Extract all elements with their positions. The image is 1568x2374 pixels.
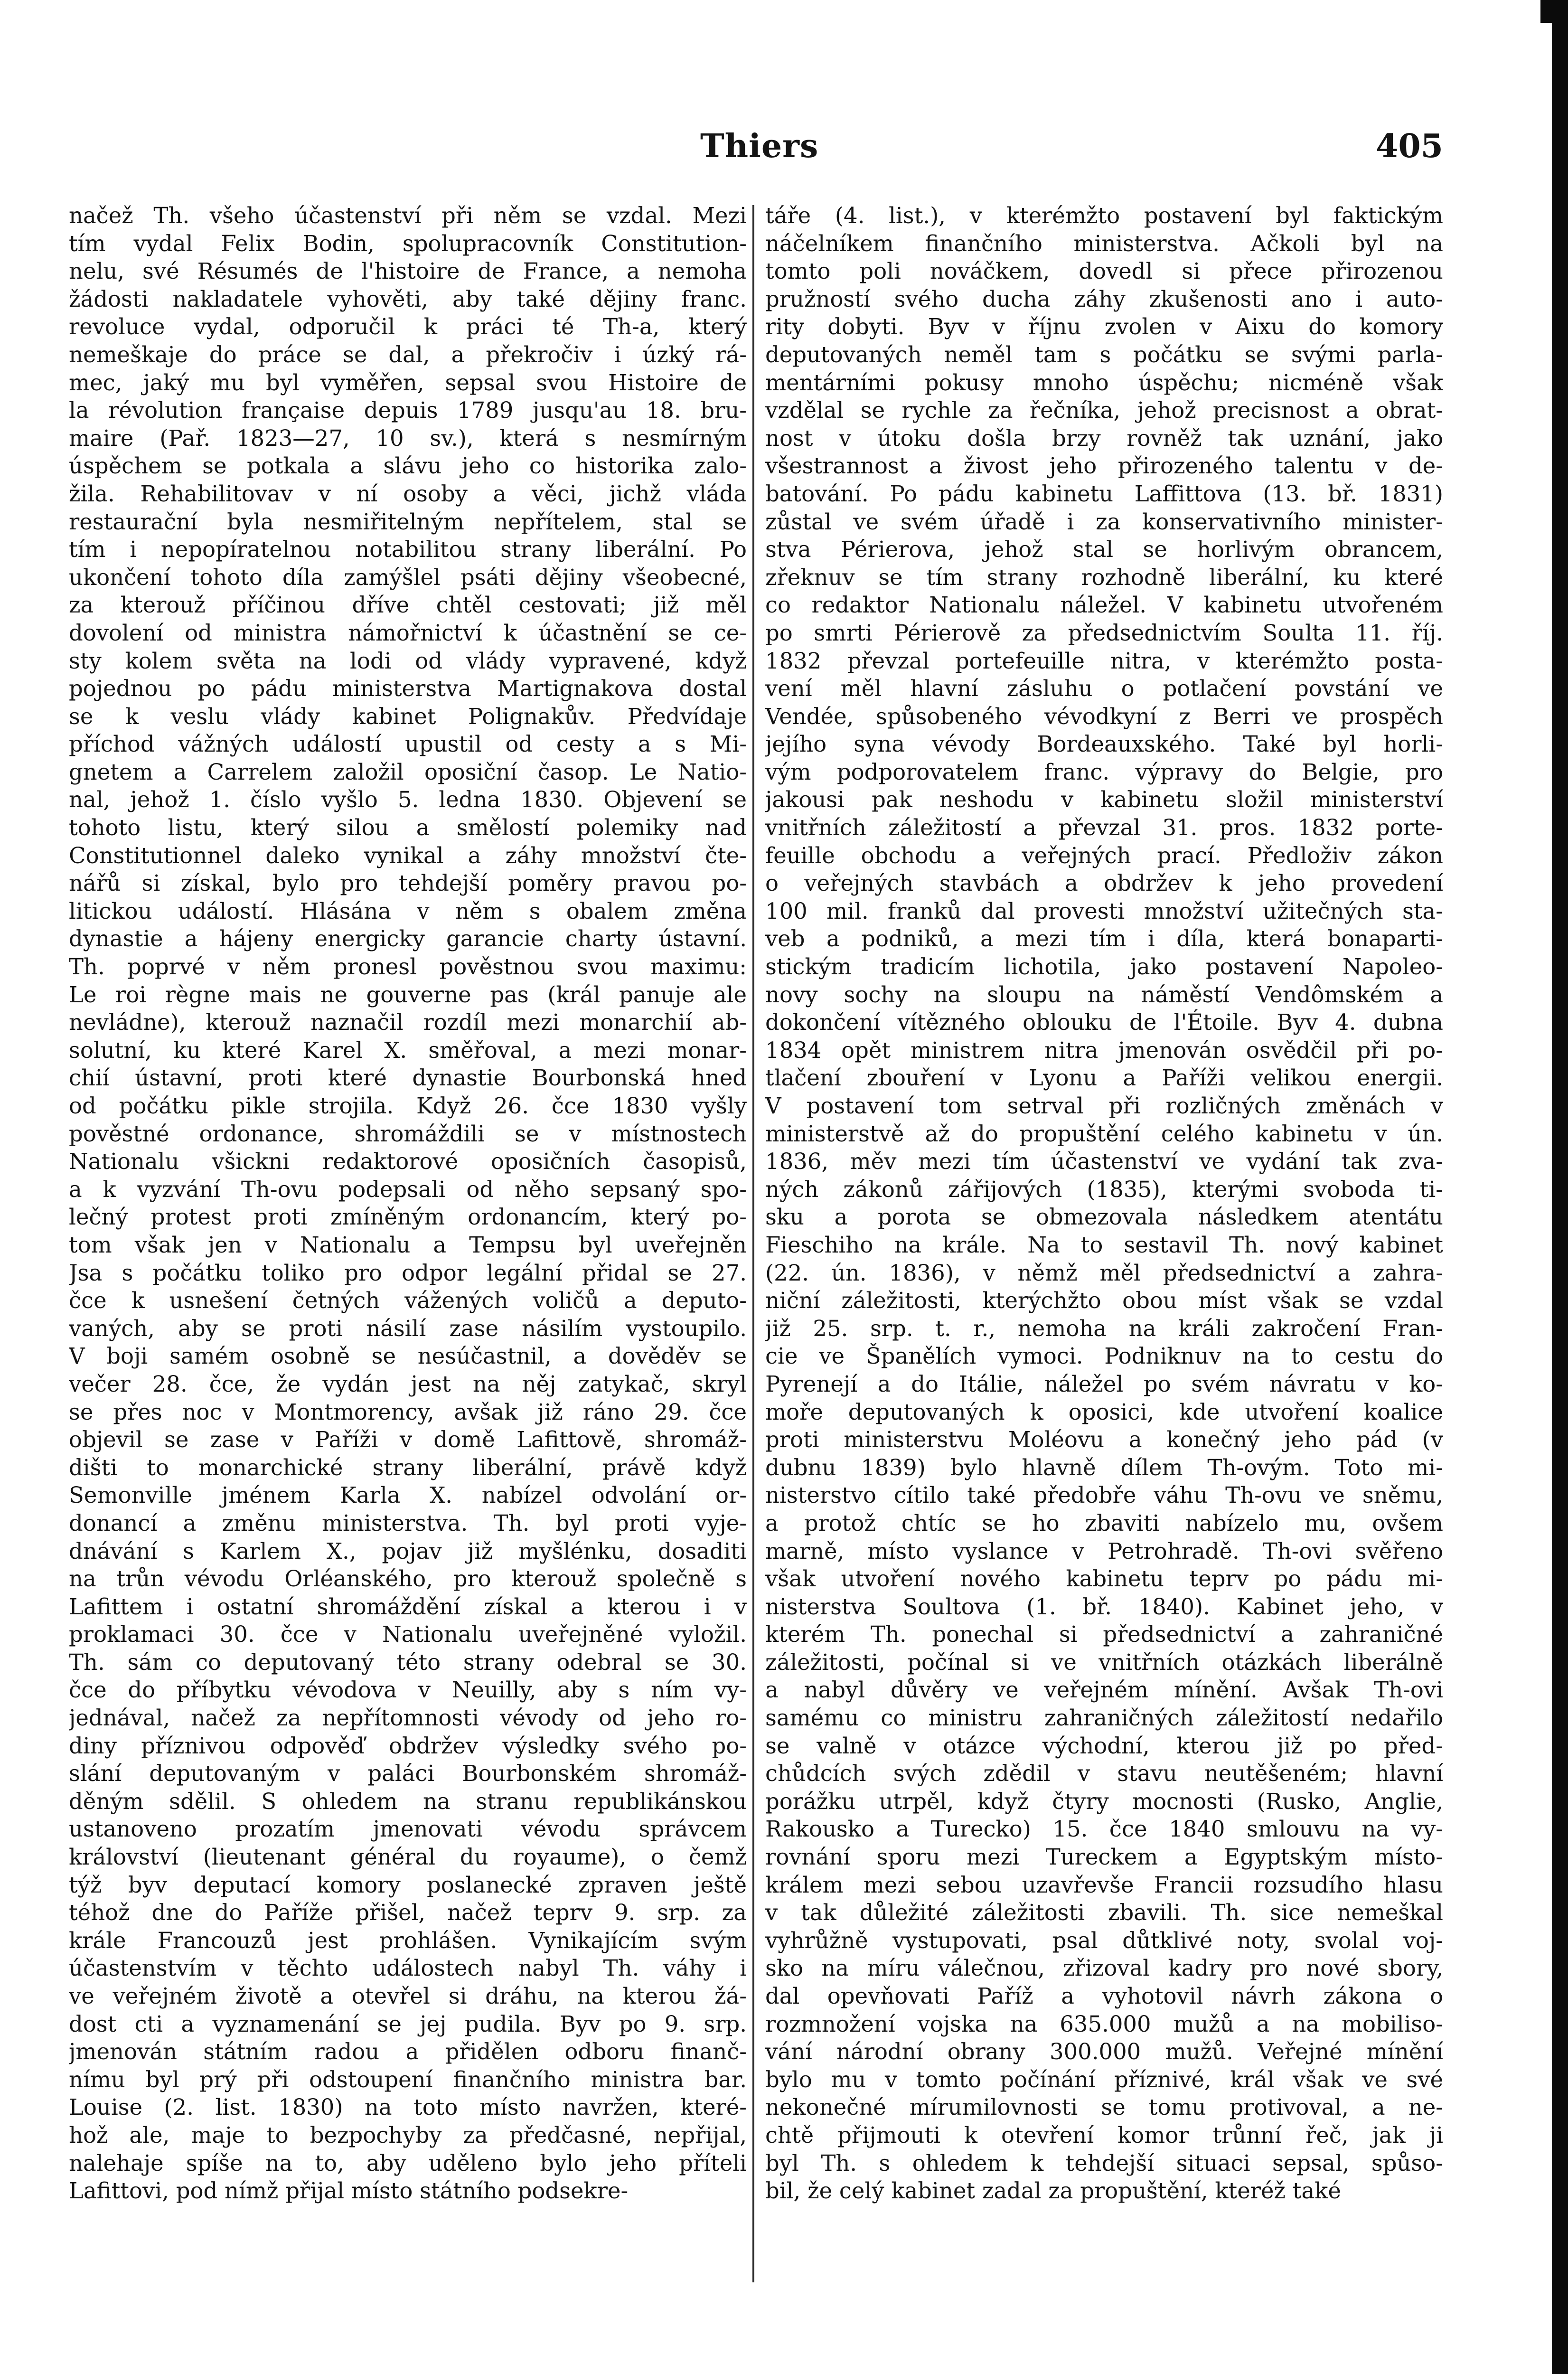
page-header (69, 119, 1448, 171)
text-line: po smrti Périerově za předsednictvím Soulta 11. říj. (765, 620, 1443, 646)
text-line: Constitutionnel daleko vynikal a záhy množství čte- (69, 842, 747, 868)
text-line: a protož chtíc se ho zbaviti nabízelo mu, ovšem (765, 1510, 1443, 1536)
text-line: téhož dne do Paříže přišel, načež teprv 9. srp. za (69, 1900, 747, 1926)
text-line: rity dobyti. Byv v říjnu zvolen v Aixu do komory (765, 314, 1443, 340)
text-line: Th. poprvé v něm pronesl pověstnou svou maximu: (69, 954, 747, 980)
text-column-right (765, 202, 1443, 2205)
text-line: týž byv deputací komory poslanecké zpraven ještě (69, 1872, 747, 1898)
text-line: nisterstvo cítilo také předobře váhu Th-ovu ve sněmu, (765, 1482, 1443, 1508)
text-line: jejího syna vévody Bordeauxského. Také byl horli- (765, 731, 1443, 757)
text-line: porážku utrpěl, když čtyry mocnosti (Rusko, Anglie, (765, 1788, 1443, 1814)
text-line: 100 mil. franků dal provesti množství užitečných sta- (765, 898, 1443, 924)
text-line: batování. Po pádu kabinetu Laffittova (13. bř. 1831) (765, 480, 1443, 507)
text-line: sku a porota se obmezovala následkem atentátu (765, 1204, 1443, 1230)
text-line: království (lieutenant général du royaume), o čemž (69, 1844, 747, 1870)
text-line: již 25. srp. t. r., nemoha na králi zakročení Fran- (765, 1315, 1443, 1341)
text-line: děným sdělil. S ohledem na stranu republikánskou (69, 1788, 747, 1814)
text-line: čce k usnešení četných vážených voličů a deputo- (69, 1288, 747, 1314)
text-line: Fieschiho na krále. Na to sestavil Th. nový kabinet (765, 1232, 1443, 1258)
text-line: lečný protest proti zmíněným ordonancím, který po- (69, 1204, 747, 1230)
text-line: dubnu 1839) bylo hlavně dílem Th-ovým. Toto mi- (765, 1454, 1443, 1480)
text-line: niční záležitosti, kterýchžto obou míst však se vzdal (765, 1288, 1443, 1314)
text-line: jmenován státním radou a přidělen odboru finanč- (69, 2039, 747, 2065)
text-line: 1834 opět ministrem nitra jmenován osvědčil při po- (765, 1037, 1443, 1063)
text-line: dynastie a hájeny energicky garancie charty ústavní. (69, 926, 747, 952)
text-line: Pyrenejí a do Itálie, náležel po svém návratu v ko- (765, 1371, 1443, 1397)
text-line: o veřejných stavbách a obdržev k jeho provedení (765, 870, 1443, 896)
text-line: veb a podniků, a mezi tím i díla, která bonaparti- (765, 926, 1443, 952)
text-line: za kterouž příčinou dříve chtěl cestovati; již měl (69, 592, 747, 618)
text-line: jednával, načež za nepřítomnosti vévody od jeho ro- (69, 1705, 747, 1731)
text-line: proti ministerstvu Moléovu a konečný jeho pád (v (765, 1427, 1443, 1453)
text-line: vzdělal se rychle za řečníka, jehož precisnost a obrat- (765, 397, 1443, 424)
text-line: Nationalu všickni redaktorové oposičních časopisů, (69, 1149, 747, 1175)
text-line: stickým tradicím lichotila, jako postavení Napoleo- (765, 954, 1443, 980)
text-line: la révolution française depuis 1789 jusqu'au 18. bru- (69, 397, 747, 424)
text-line: Jsa s počátku toliko pro odpor legální přidal se 27. (69, 1260, 747, 1286)
text-line: králem mezi sebou uzavřevše Francii rozsudího hlasu (765, 1872, 1443, 1898)
text-line: vání národní obrany 300.000 mužů. Veřejné mínění (765, 2039, 1443, 2065)
text-line: ve veřejném životě a otevřel si dráhu, na kterou žá- (69, 1983, 747, 2009)
text-line: nisterstva Soultova (1. bř. 1840). Kabinet jeho, v (765, 1593, 1443, 1620)
text-line: ministerstvě až do propuštění celého kabinetu v ún. (765, 1121, 1443, 1147)
text-line: nevládne), kterouž naznačil rozdíl mezi monarchií ab- (69, 1009, 747, 1036)
text-line: cie ve Španělích vymoci. Podniknuv na to cestu do (765, 1343, 1443, 1369)
text-line: nářů si získal, bylo pro tehdejší poměry pravou po- (69, 870, 747, 896)
text-line: sty kolem světa na lodi od vlády vypravené, když (69, 648, 747, 674)
text-line: pojednou po pádu ministerstva Martignakova dostal (69, 676, 747, 702)
running-title: Thiers (700, 127, 819, 165)
text-line: jakousi pak neshodu v kabinetu složil ministerství (765, 787, 1443, 813)
text-line: dal opevňovati Paříž a vyhotovil návrh zákona o (765, 1983, 1443, 2009)
text-line: Lafittovi, pod nímž přijal místo státního podsekre- (69, 2178, 629, 2204)
text-line: načež Th. všeho účastenství při něm se vzdal. Mezi (69, 203, 747, 228)
text-column-left (69, 202, 747, 2205)
text-line: Vendée, spůsobeného vévodkyní z Berri ve prospěch (765, 703, 1443, 729)
text-line: dnávání s Karlem X., pojav již myšlénku, dosaditi (69, 1538, 747, 1564)
scan-corner-mark (1540, 0, 1568, 23)
text-line: dost cti a vyznamenání se jej pudila. Byv po 9. srp. (69, 2011, 747, 2037)
text-line: dovolení od ministra námořnictví k účastnění se ce- (69, 620, 747, 646)
text-line: moře deputovaných k oposici, kde utvoření koalice (765, 1399, 1443, 1425)
text-line: pružností svého ducha záhy zkušenosti ano i auto- (765, 286, 1443, 312)
text-line: ustanoveno prozatím jmenovati vévodu správcem (69, 1816, 747, 1842)
text-line: bil, že celý kabinet zadal za propuštění, kteréž také (765, 2178, 1341, 2204)
text-line: ných zákonů zářijových (1835), kterými svoboda ti- (765, 1176, 1443, 1202)
text-line: tom však jen v Nationalu a Tempsu byl uveřejněn (69, 1232, 747, 1258)
text-line: dokončení vítězného oblouku de l'Étoile. Byv 4. dubna (765, 1009, 1443, 1036)
text-line: Semonville jménem Karla X. nabízel odvolání or- (69, 1482, 747, 1508)
text-line: mentárními pokusy mnoho úspěchu; nicméně však (765, 369, 1443, 396)
text-line: tomto poli nováčkem, dovedl si přece přirozenou (765, 258, 1443, 284)
text-line: na trůn vévodu Orléanského, pro kterouž společně s (69, 1566, 747, 1592)
text-line: donancí a změnu ministerstva. Th. byl proti vyje- (69, 1510, 747, 1536)
text-line: samému co ministru zahraničných záležitostí nedařilo (765, 1705, 1443, 1731)
text-line: bylo mu v tomto počínání příznivé, král však ve své (765, 2066, 1443, 2092)
text-line: vým podporovatelem franc. výpravy do Belgie, pro (765, 759, 1443, 785)
text-line: krále Francouzů jest prohlášen. Vynikajícím svým (69, 1927, 747, 1953)
text-line: však utvoření nového kabinetu teprv po pádu mi- (765, 1566, 1443, 1592)
text-line: (22. ún. 1836), v němž měl předsednictví a zahra- (765, 1260, 1443, 1286)
text-line: sko na míru válečnou, zřizoval kadry pro nové sbory, (765, 1955, 1443, 1981)
text-line: proklamaci 30. čce v Nationalu uveřejněné vyložil. (69, 1621, 747, 1648)
text-line: tím vydal Felix Bodin, spolupracovník Constitution- (69, 230, 747, 256)
text-line: objevil se zase v Paříži v domě Lafittově, shromáž- (69, 1427, 747, 1453)
text-line: 1836, měv mezi tím účastenství ve vydání tak zva- (765, 1149, 1443, 1175)
page-number: 405 (1376, 127, 1443, 165)
text-line: revoluce vydal, odporučil k práci té Th-a, který (69, 314, 747, 340)
text-line: dišti to monarchické strany liberální, právě když (69, 1454, 747, 1480)
text-line: zřeknuv se tím strany rozhodně liberální, ku které (765, 564, 1443, 590)
text-line: deputovaných neměl tam s počátku se svými parla- (765, 341, 1443, 367)
text-line: litickou událostí. Hlásána v něm s obalem změna (69, 898, 747, 924)
text-line: vyhrůžně vystupovati, psal důtklivé noty, svolal voj- (765, 1927, 1443, 1953)
text-line: nekonečné mírumilovnosti se tomu protivoval, a ne- (765, 2094, 1443, 2120)
text-line: úspěchem se potkala a slávu jeho co historika zalo- (69, 453, 747, 479)
text-line: vaných, aby se proti násilí zase násilím vystoupilo. (69, 1315, 747, 1341)
text-line: Lafittem i ostatní shromáždění získal a kterou i v (69, 1593, 747, 1620)
text-line: se valně v otázce východní, kterou již po před- (765, 1733, 1443, 1759)
text-line: feuille obchodu a veřejných prací. Předloživ zákon (765, 842, 1443, 868)
text-line: nelu, své Résumés de l'histoire de France, a nemoha (69, 258, 747, 284)
text-line: chtě přijmouti k otevření komor trůnní řeč, jak ji (765, 2122, 1443, 2148)
text-line: rovnání sporu mezi Tureckem a Egyptským místo- (765, 1844, 1443, 1870)
text-line: ukončení tohoto díla zamýšlel psáti dějiny všeobecné, (69, 564, 747, 590)
text-line: Rakousko a Turecko) 15. čce 1840 smlouvu na vy- (765, 1816, 1443, 1842)
text-line: novy sochy na sloupu na náměstí Vendômském a (765, 981, 1443, 1008)
text-line: marně, místo vyslance v Petrohradě. Th-ovi svěřeno (765, 1538, 1443, 1564)
text-line: tlačení zbouření v Lyonu a Paříži velikou energii. (765, 1065, 1443, 1091)
text-line: Louise (2. list. 1830) na toto místo navržen, které- (69, 2094, 747, 2120)
text-line: 1832 převzal portefeuille nitra, v kterémžto posta- (765, 648, 1443, 674)
text-line: záležitosti, počínal si ve vnitřních otázkách liberálně (765, 1649, 1443, 1675)
text-line: byl Th. s ohledem k tehdejší situaci sepsal, spůso- (765, 2150, 1443, 2176)
text-line: se přes noc v Montmorency, avšak již ráno 29. čce (69, 1399, 747, 1425)
text-line: gnetem a Carrelem založil oposiční časop. Le Natio- (69, 759, 747, 785)
text-line: hož ale, maje to bezpochyby za předčasné, nepřijal, (69, 2122, 747, 2148)
text-line: všestrannost a živost jeho přirozeného talentu v de- (765, 453, 1443, 479)
text-line: kterém Th. ponechal si předsednictví a zahraničné (765, 1621, 1443, 1648)
text-line: táře (4. list.), v kterémžto postavení byl faktickým (765, 203, 1443, 228)
text-line: nost v útoku došla brzy rovněž tak uznání, jako (765, 425, 1443, 451)
text-line: restaurační byla nesmiřitelným nepřítelem, stal se (69, 509, 747, 535)
text-line: Th. sám co deputovaný této strany odebral se 30. (69, 1649, 747, 1675)
text-line: tohoto listu, který silou a smělostí polemiky nad (69, 815, 747, 841)
text-line: vení měl hlavní zásluhu o potlačení povstání ve (765, 676, 1443, 702)
text-line: nalehaje spíše na to, aby uděleno bylo jeho příteli (69, 2150, 747, 2176)
text-line: diny příznivou odpověď obdržev výsledky svého po- (69, 1733, 747, 1759)
text-line: solutní, ku které Karel X. směřoval, a mezi monar- (69, 1037, 747, 1063)
text-line: čce do příbytku vévodova v Neuilly, aby s ním vy- (69, 1677, 747, 1703)
text-line: a nabyl důvěry ve veřejném mínění. Avšak Th-ovi (765, 1677, 1443, 1703)
text-line: žádosti nakladatele vyhověti, aby také dějiny franc. (69, 286, 747, 312)
text-line: vnitřních záležitostí a převzal 31. pros. 1832 porte- (765, 815, 1443, 841)
text-line: stva Périerova, jehož stal se horlivým obrancem, (765, 537, 1443, 563)
text-line: účastenstvím v těchto událostech nabyl Th. váhy i (69, 1955, 747, 1981)
text-line: mec, jaký mu byl vyměřen, sepsal svou Histoire de (69, 369, 747, 396)
text-line: v tak důležité záležitosti zbavili. Th. sice nemeškal (765, 1900, 1443, 1926)
text-line: slání deputovaným v paláci Bourbonském shromáž- (69, 1761, 747, 1787)
text-line: chůdcích svých zdědil v stavu neutěšeném; hlavní (765, 1761, 1443, 1787)
text-line: se k veslu vlády kabinet Polignakův. Předvídaje (69, 703, 747, 729)
text-line: pověstné ordonance, shromáždili se v místnostech (69, 1121, 747, 1147)
text-line: V boji samém osobně se nesúčastnil, a dověděv se (69, 1343, 747, 1369)
text-line: V postavení tom setrval při rozličných změnách v (765, 1093, 1443, 1119)
text-line: maire (Pař. 1823—27, 10 sv.), která s nesmírným (69, 425, 747, 451)
text-line: a k vyzvání Th-ovu podepsali od něho sepsaný spo- (69, 1176, 747, 1202)
text-line: chií ústavní, proti které dynastie Bourbonská hned (69, 1065, 747, 1091)
text-line: večer 28. čce, že vydán jest na něj zatykač, skryl (69, 1371, 747, 1397)
text-line: žila. Rehabilitovav v ní osoby a věci, jichž vláda (69, 480, 747, 507)
text-line: příchod vážných událostí upustil od cesty a s Mi- (69, 731, 747, 757)
text-line: od počátku pikle strojila. Když 26. čce 1830 vyšly (69, 1093, 747, 1119)
text-line: zůstal ve svém úřadě i za konservativního minister- (765, 509, 1443, 535)
column-divider (752, 205, 754, 2282)
text-line: náčelníkem finančního ministerstva. Ačkoli byl na (765, 230, 1443, 256)
text-line: nímu byl prý při odstoupení finančního ministra bar. (69, 2066, 747, 2092)
text-line: Le roi règne mais ne gouverne pas (král panuje ale (69, 981, 747, 1008)
text-line: tím i nepopíratelnou notabilitou strany liberální. Po (69, 537, 747, 563)
text-line: co redaktor Nationalu náležel. V kabinetu utvořeném (765, 592, 1443, 618)
text-line: rozmnožení vojska na 635.000 mužů a na mobiliso- (765, 2011, 1443, 2037)
text-line: nal, jehož 1. číslo vyšlo 5. ledna 1830. Objevení se (69, 787, 747, 813)
text-line: nemeškaje do práce se dal, a překročiv i úzký rá- (69, 341, 747, 367)
